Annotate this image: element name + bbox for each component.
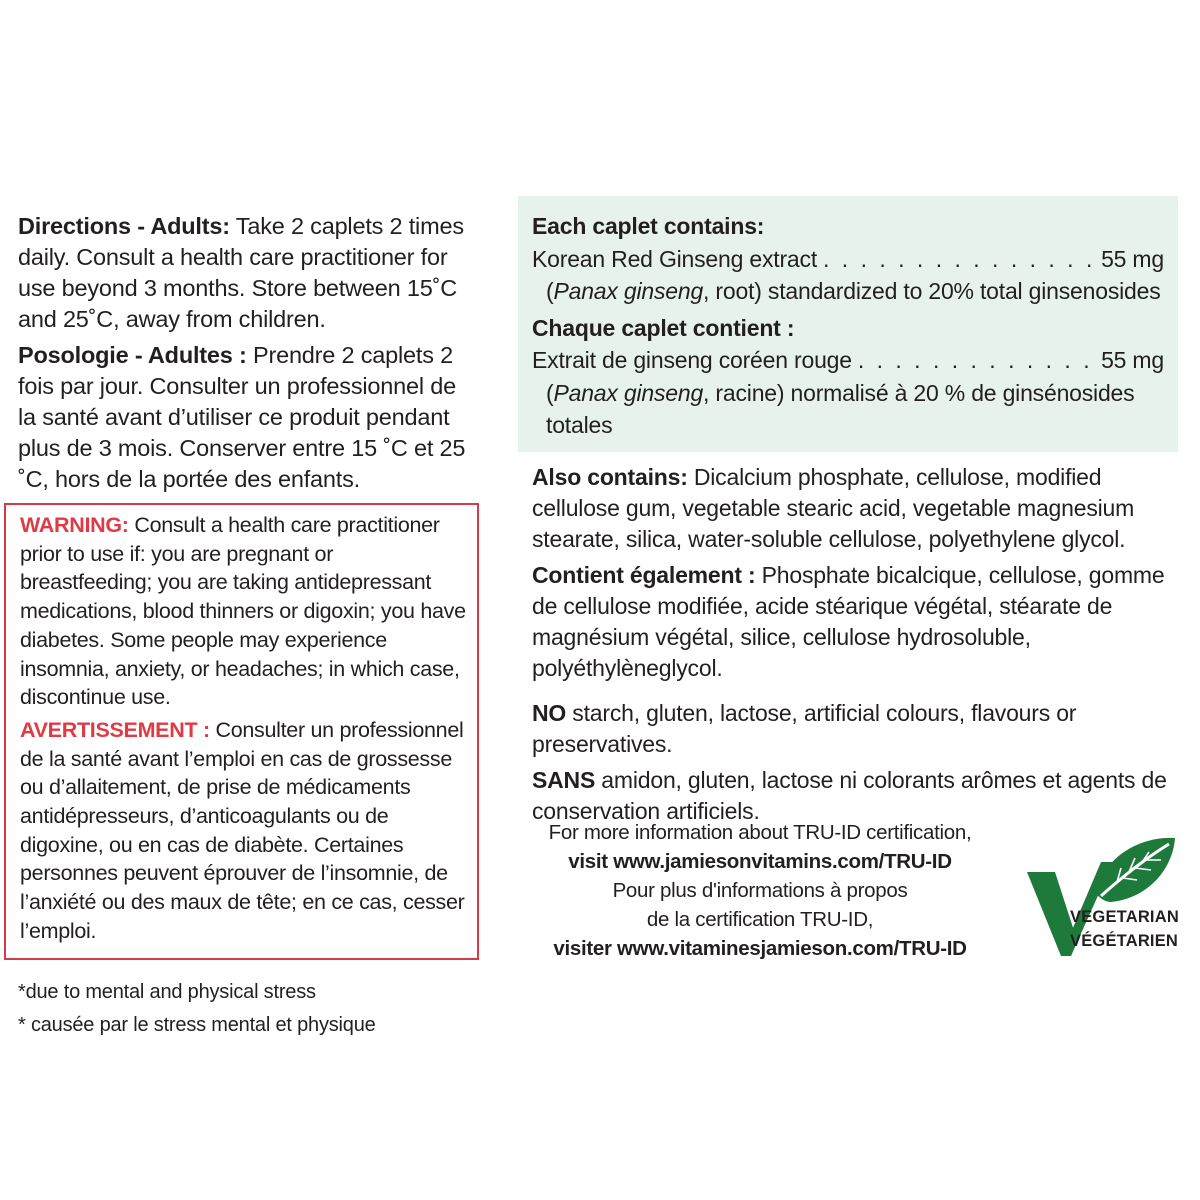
additional-info <box>518 462 1178 827</box>
tru-id-en-line1: For more information about TRU-ID certification, <box>548 821 972 844</box>
free-from-fr-label: SANS <box>532 766 596 793</box>
warning-en-text: Consult a health care practitioner prior to use if: you are pregnant or breastfeeding; you are taking antidepressant medications, blood thinners or digoxin; you have diabetes. Some people may experience insomnia, anxiety, or headaches; in which case, discontinue use. <box>20 513 466 710</box>
directions-fr <box>18 340 478 495</box>
ingredient-desc-en-rest: , root) standardized to 20% total ginsenosides <box>703 278 1161 304</box>
warning-box <box>4 503 479 960</box>
right-column <box>518 196 1178 832</box>
directions-en-label: Directions - Adults: <box>18 213 230 239</box>
ingredient-name-fr: Extrait de ginseng coréen rouge <box>532 347 852 373</box>
warning-en <box>20 511 467 712</box>
ingredient-amount-fr: 55 mg <box>1101 347 1164 373</box>
leader-dots <box>817 243 1101 276</box>
leader-dots <box>852 344 1101 377</box>
tru-id-fr-line2: de la certification TRU-ID, <box>646 908 874 931</box>
directions-fr-text: Prendre 2 caplets 2 fois par jour. Consulter un professionnel de la santé avant d’utiliser ce produit pendant plus de 3 mois. Conserver entre 15 ˚C et 25 ˚C, hors de la portée des enfants. <box>18 342 466 492</box>
ingredient-latin-en: Panax ginseng <box>553 278 704 304</box>
also-contains-fr-label: Contient également : <box>532 561 756 588</box>
tru-id-en-url: visit www.jamiesonvitamins.com/TRU-ID <box>568 850 952 873</box>
warning-fr <box>20 716 467 946</box>
warning-fr-label: AVERTISSEMENT : <box>20 717 210 742</box>
tru-id-info <box>520 818 1000 963</box>
free-from-en-text: starch, gluten, lactose, artificial colours, flavours or preservatives. <box>532 699 1077 757</box>
ingredients-box <box>518 196 1178 452</box>
warning-en-label: WARNING: <box>20 513 129 537</box>
free-from-en <box>532 698 1178 760</box>
also-contains-en <box>532 462 1178 555</box>
ingredient-name-en: Korean Red Ginseng extract <box>532 245 818 272</box>
ingredient-desc-fr-rest: , racine) normalisé à 20 % de ginsénosides totales <box>546 379 1135 438</box>
also-contains-fr <box>532 560 1178 684</box>
directions-en-text: Take 2 caplets 2 times daily. Consult a health care practitioner for use beyond 3 months. Store between 15˚C and 25˚C, away from children. <box>18 213 464 332</box>
footnote-fr: * causée par le stress mental et physique <box>18 1013 376 1036</box>
ingredient-row-fr <box>532 344 1164 377</box>
tru-id-fr-line1: Pour plus d'informations à propos <box>612 879 908 902</box>
ingredients-heading-en: Each caplet contains: <box>532 213 765 239</box>
vegetarian-fr: VÉGÉTARIEN <box>1070 932 1179 950</box>
vegetarian-badge-text <box>1070 905 1179 953</box>
ingredient-latin-fr: Panax ginseng <box>553 379 704 406</box>
ingredient-row-en <box>532 243 1164 276</box>
directions-fr-label: Posologie - Adultes : <box>18 342 247 368</box>
ingredient-desc-en: (Panax ginseng, root) standardized to 20% total ginsenosides <box>546 278 1161 304</box>
also-contains-fr-text: Phosphate bicalcique, cellulose, gomme de cellulose modifiée, acide stéarique végétal, stéarate de magnésium végétal, silice, cellulose hydrosoluble, polyéthylèneglycol. <box>532 561 1165 681</box>
tru-id-fr-url: visiter www.vitaminesjamieson.com/TRU-ID <box>553 937 967 960</box>
left-column <box>18 211 478 1042</box>
also-contains-en-label: Also contains: <box>532 463 688 490</box>
free-from-en-label: NO <box>532 699 567 726</box>
footnotes <box>18 976 478 1042</box>
ingredients-heading-fr: Chaque caplet contient : <box>532 314 795 341</box>
free-from-fr-text: amidon, gluten, lactose ni colorants arômes et agents de conservation artificiels. <box>532 766 1167 824</box>
footnote-en: *due to mental and physical stress <box>18 980 316 1003</box>
warning-fr-text: Consulter un professionnel de la santé avant l’emploi en cas de grossesse ou d’allaitement, de prise de médicaments antidépresseurs, d’anticoagulants ou de digoxine, ou en cas de diabète. Certaines personnes peuvent éprouver de l’insomnie, de l’anxiété ou des maux de tête; en ce cas, cesser l’emploi. <box>20 717 465 943</box>
also-contains-en-text: Dicalcium phosphate, cellulose, modified cellulose gum, vegetable stearic acid, vegetable magnesium stearate, silica, water-soluble cellulose, polyethylene glycol. <box>532 463 1135 552</box>
directions-en <box>18 211 478 335</box>
ingredient-amount-en: 55 mg <box>1101 245 1164 272</box>
vegetarian-en: VEGETARIAN <box>1070 908 1179 926</box>
ingredient-desc-fr: (Panax ginseng, racine) normalisé à 20 % de ginsénosides totales <box>546 379 1135 438</box>
